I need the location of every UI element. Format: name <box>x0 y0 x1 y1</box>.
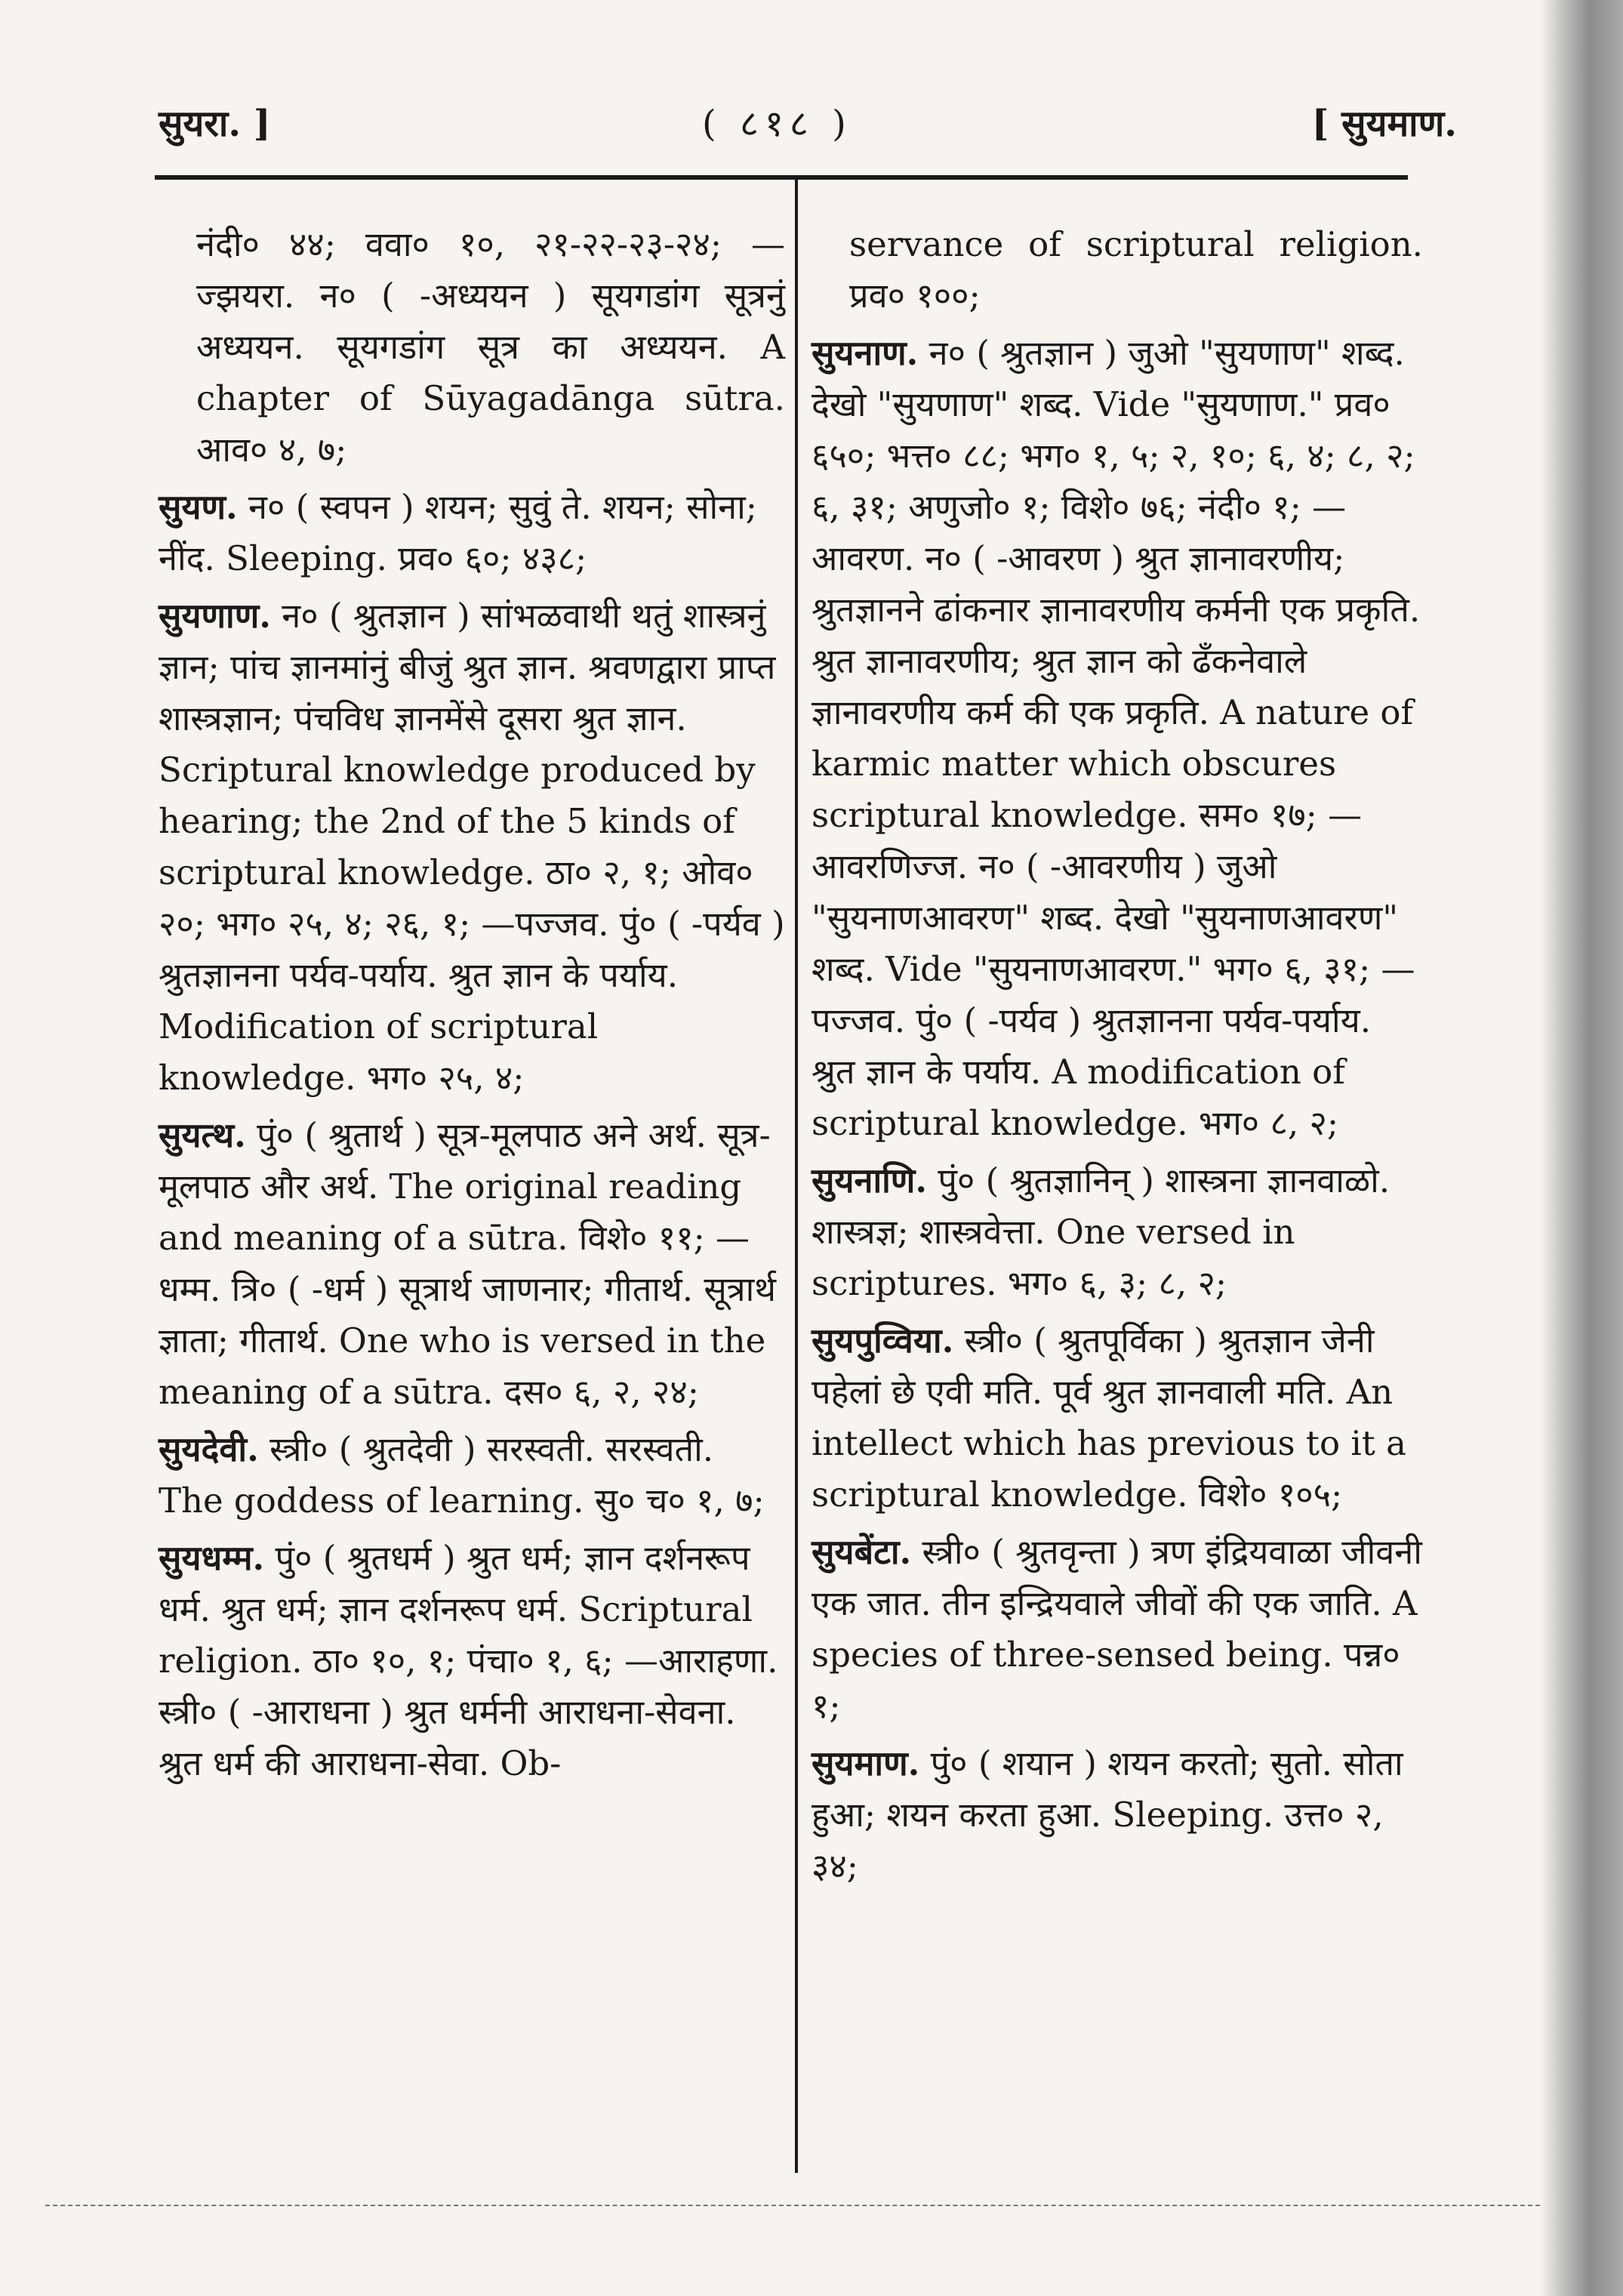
entry-headword: सुयण. <box>159 487 238 527</box>
footer-rule <box>45 2205 1540 2208</box>
header-right-guideword: [ सुयमाण. <box>1311 103 1457 145</box>
dictionary-entry <box>159 482 785 584</box>
entry-definition: न० ( स्वपन ) शयन; सुवुं ते. शयन; सोना; नींद. Sleeping. प्रव० ६०; ४३८; <box>159 487 757 578</box>
entry-definition: न० ( श्रुतज्ञान ) सांभळवाथी थतुं शास्त्रनुं ज्ञान; पांच ज्ञानमांनुं बीजुं श्रुत ज्ञान. श्रवणद्वारा प्राप्त शास्त्रज्ञान; पंचविध ज्ञानमेंसे दूसरा श्रुत ज्ञान. Scriptural knowledge produced by hearing; the 2nd of the 5 kinds of scriptural knowledge. ठा० २, १; ओव० २०; भग० २५, ४; २६, १; —पज्जव. पुं० ( -पर्यव ) श्रुतज्ञानना पर्यव-पर्याय. श्रुत ज्ञान के पर्याय. Modification of scriptural knowledge. भग० २५, ४; <box>159 596 785 1098</box>
dictionary-entry <box>159 1110 785 1418</box>
entry-headword: सुयबेंटा. <box>812 1532 912 1572</box>
dictionary-entry <box>812 328 1423 1149</box>
page-number: ( ८१८ ) <box>702 103 852 145</box>
entry-definition: स्त्री० ( श्रुतदेवी ) सरस्वती. सरस्वती. The goddess of learning. सु० च० १, ७; <box>159 1429 765 1521</box>
dictionary-entry <box>812 1315 1423 1521</box>
entry-headword: सुयनाणि. <box>812 1160 928 1200</box>
entry-definition: स्त्री० ( श्रुतवृन्ता ) त्रण इंद्रियवाळा जीवनी एक जात. तीन इन्द्रियवाले जीवों की एक जाति. A species of three-sensed being. पन्न० १; <box>812 1532 1422 1726</box>
dictionary-entry <box>812 1155 1423 1309</box>
entry-headword: सुयणाण. <box>159 596 271 636</box>
entry-headword: सुयपुव्विया. <box>812 1321 954 1361</box>
page-edge-shadow <box>1540 0 1623 2296</box>
entry-headword: सुयमाण. <box>812 1743 920 1783</box>
entry-headword: सुयधम्म. <box>159 1538 265 1578</box>
dictionary-entry <box>812 1738 1423 1892</box>
entry-definition: पुं० ( श्रुतधर्म ) श्रुत धर्म; ज्ञान दर्शनरूप धर्म. श्रुत धर्म; ज्ञान दर्शनरूप धर्म. Scriptural religion. ठा० १०, १; पंचा० १, ६; —आराहणा. स्त्री० ( -आराधना ) श्रुत धर्मनी आराधना-सेवना. श्रुत धर्म की आराधना-सेवा. Ob- <box>159 1538 778 1783</box>
dictionary-entry <box>812 1527 1423 1732</box>
page-header <box>159 91 1457 151</box>
header-left-guideword: सुयरा. ] <box>159 103 271 145</box>
left-column <box>159 219 785 1795</box>
dictionary-entry <box>159 590 785 1104</box>
entry-headword: सुयनाण. <box>812 333 919 373</box>
header-rule <box>155 175 1408 180</box>
entry-headword: सुयदेवी. <box>159 1429 259 1469</box>
entry-continuation: नंदी० ४४; ववा० १०, २१-२२-२३-२४; —ज्झयरा. न० ( -अध्ययन ) सूयगडांग सूत्रनुं अध्ययन. सूयगडांग सूत्र का अध्ययन. A chapter of Sūyagadānga sūtra. आव० ४, ७; <box>196 224 785 470</box>
entry-definition: पुं० ( श्रुतज्ञानिन् ) शास्त्रना ज्ञानवाळो. शास्त्रज्ञ; शास्त्रवेत्ता. One versed in scriptures. भग० ६, ३; ८, २; <box>812 1160 1390 1303</box>
entry-definition: न० ( श्रुतज्ञान ) जुओ "सुयणाण" शब्द. देखो "सुयणाण" शब्द. Vide "सुयणाण." प्रव० ६५०; भत्त० ८८; भग० १, ५; २, १०; ६, ४; ८, २; ६, ३१; अणुजो० १; विशे० ७६; नंदी० १; —आवरण. न० ( -आवरण ) श्रुत ज्ञानावरणीय; श्रुतज्ञानने ढांकनार ज्ञानावरणीय कर्मनी एक प्रकृति. श्रुत ज्ञानावरणीय; श्रुत ज्ञान को ढँकनेवाले ज्ञानावरणीय कर्म की एक प्रकृति. A nature of karmic matter which obscures scriptural knowledge. सम० १७; —आवरणिज्ज. न० ( -आवरणीय ) जुओ "सुयनाणआवरण" शब्द. देखो "सुयनाणआवरण" शब्द. Vide "सुयनाणआवरण." भग० ६, ३१; —पज्जव. पुं० ( -पर्यव ) श्रुतज्ञानना पर्यव-पर्याय. श्रुत ज्ञान के पर्याय. A modification of scriptural knowledge. भग० ८, २; <box>812 333 1421 1143</box>
entry-definition: पुं० ( शयान ) शयन करतो; सुतो. सोता हुआ; शयन करता हुआ. Sleeping. उत्त० २, ३४; <box>812 1743 1403 1886</box>
entry-continuation: servance of scriptural religion. प्रव० १००; <box>849 224 1423 316</box>
entry-definition: स्त्री० ( श्रुतपूर्विका ) श्रुतज्ञान जेनी पहेलां छे एवी मति. पूर्व श्रुत ज्ञानवाली मति. An intellect which has previous to it a scriptural knowledge. विशे० १०५; <box>812 1321 1407 1515</box>
dictionary-entry <box>159 1424 785 1527</box>
right-column <box>812 219 1423 1898</box>
dictionary-entry <box>159 1533 785 1789</box>
entry-headword: सुयत्थ. <box>159 1115 246 1155</box>
entry-definition: पुं० ( श्रुतार्थ ) सूत्र-मूलपाठ अने अर्थ. सूत्र-मूलपाठ और अर्थ. The original reading and meaning of a sūtra. विशे० ११; —धम्म. त्रि० ( -धर्म ) सूत्रार्थ जाणनार; गीतार्थ. सूत्रार्थ ज्ञाता; गीतार्थ. One who is versed in the meaning of a sūtra. दस० ६, २, २४; <box>159 1115 777 1412</box>
column-divider <box>795 180 798 2173</box>
